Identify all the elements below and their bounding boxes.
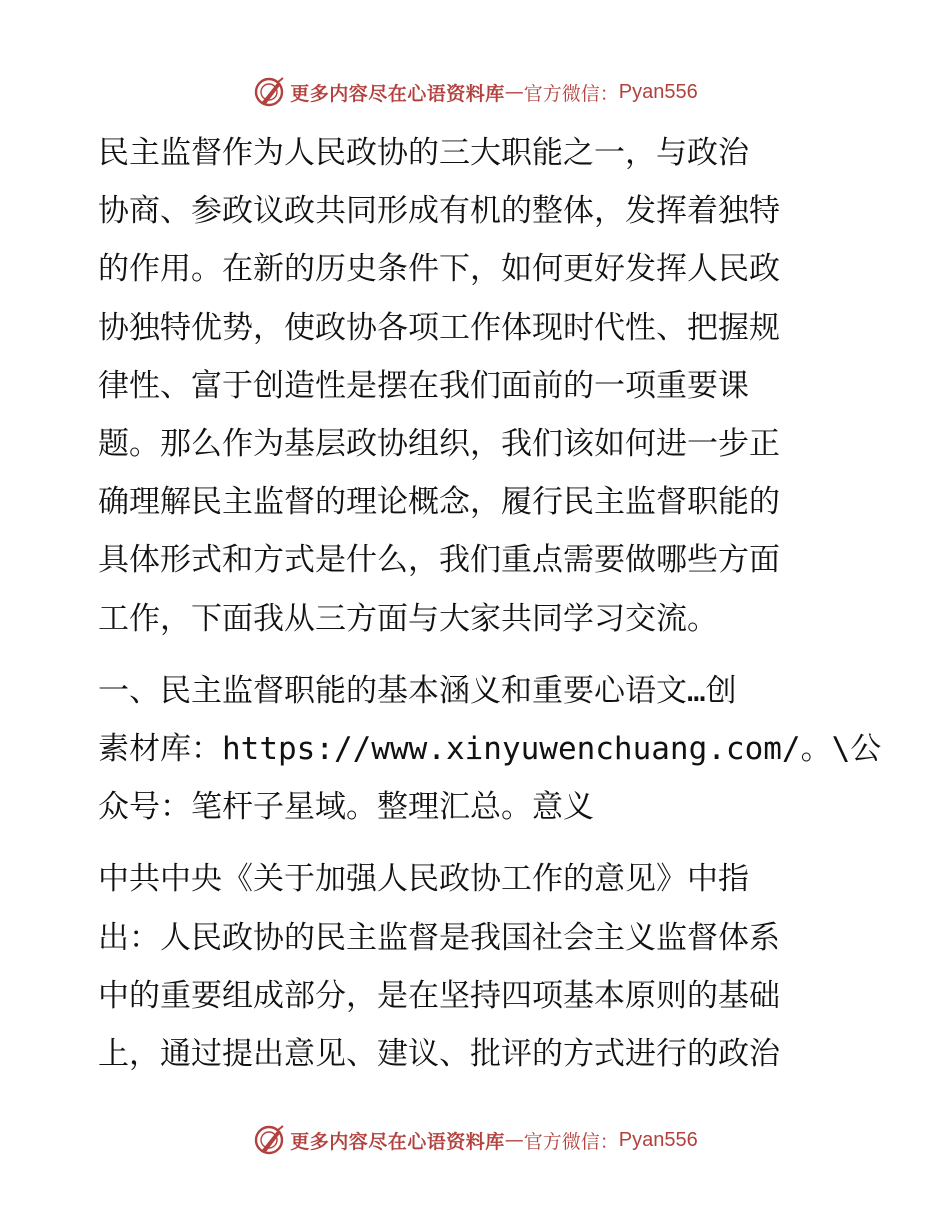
banner-brand-text: 更多内容尽在心语资料库 — [290, 1130, 505, 1153]
text-line: 中的重要组成部分，是在坚持四项基本原则的基础 — [98, 977, 780, 1014]
quill-logo-icon — [252, 1123, 286, 1157]
text-line: 工作，下面我从三方面与大家共同学习交流。 — [98, 600, 718, 637]
text-line: 律性、富于创造性是摆在我们面前的一项重要课 — [98, 367, 749, 404]
banner-wechat-id: Pyan556 — [618, 1128, 698, 1151]
text-line: 确理解民主监督的理论概念，履行民主监督职能的 — [98, 484, 780, 521]
paragraph-spacer — [98, 648, 858, 662]
document-body — [98, 124, 882, 1083]
paragraph-section-heading — [98, 662, 882, 837]
paragraph-intro — [98, 124, 858, 648]
banner-dash: — — [504, 81, 524, 103]
quill-logo-icon — [252, 75, 286, 109]
text-line: 民主监督作为人民政协的三大职能之一，与政治 — [98, 135, 749, 171]
paragraph-opinion — [98, 850, 858, 1083]
banner-dash: — — [504, 1129, 524, 1151]
text-line: 中共中央《关于加强人民政协工作的意见》中指 — [98, 861, 749, 898]
banner-wechat-label: 官方微信： — [523, 1130, 619, 1153]
text-line: 众号：笔杆子星域。整理汇总。意义 — [98, 789, 594, 826]
text-line: 素材库：https://www.xinyuwenchuang.com/。\公 — [98, 731, 882, 768]
text-line: 题。那么作为基层政协组织，我们该如何进一步正 — [98, 426, 780, 463]
text-line: 一、民主监督职能的基本涵义和重要心语文…创 — [98, 672, 737, 709]
header-banner — [0, 72, 950, 112]
text-line: 的作用。在新的历史条件下，如何更好发挥人民政 — [98, 251, 780, 288]
footer-banner — [0, 1120, 950, 1160]
text-line: 上，通过提出意见、建议、批评的方式进行的政治 — [98, 1036, 780, 1073]
text-line: 协商、参政议政共同形成有机的整体，发挥着独特 — [98, 193, 780, 230]
text-line: 出：人民政协的民主监督是我国社会主义监督体系 — [98, 919, 780, 956]
paragraph-spacer — [98, 836, 858, 850]
banner-brand-text: 更多内容尽在心语资料库 — [290, 82, 505, 105]
text-line: 具体形式和方式是什么，我们重点需要做哪些方面 — [98, 542, 780, 579]
text-line: 协独特优势，使政协各项工作体现时代性、把握规 — [98, 309, 780, 346]
banner-wechat-label: 官方微信： — [523, 82, 619, 105]
banner-wechat-id: Pyan556 — [618, 80, 698, 103]
